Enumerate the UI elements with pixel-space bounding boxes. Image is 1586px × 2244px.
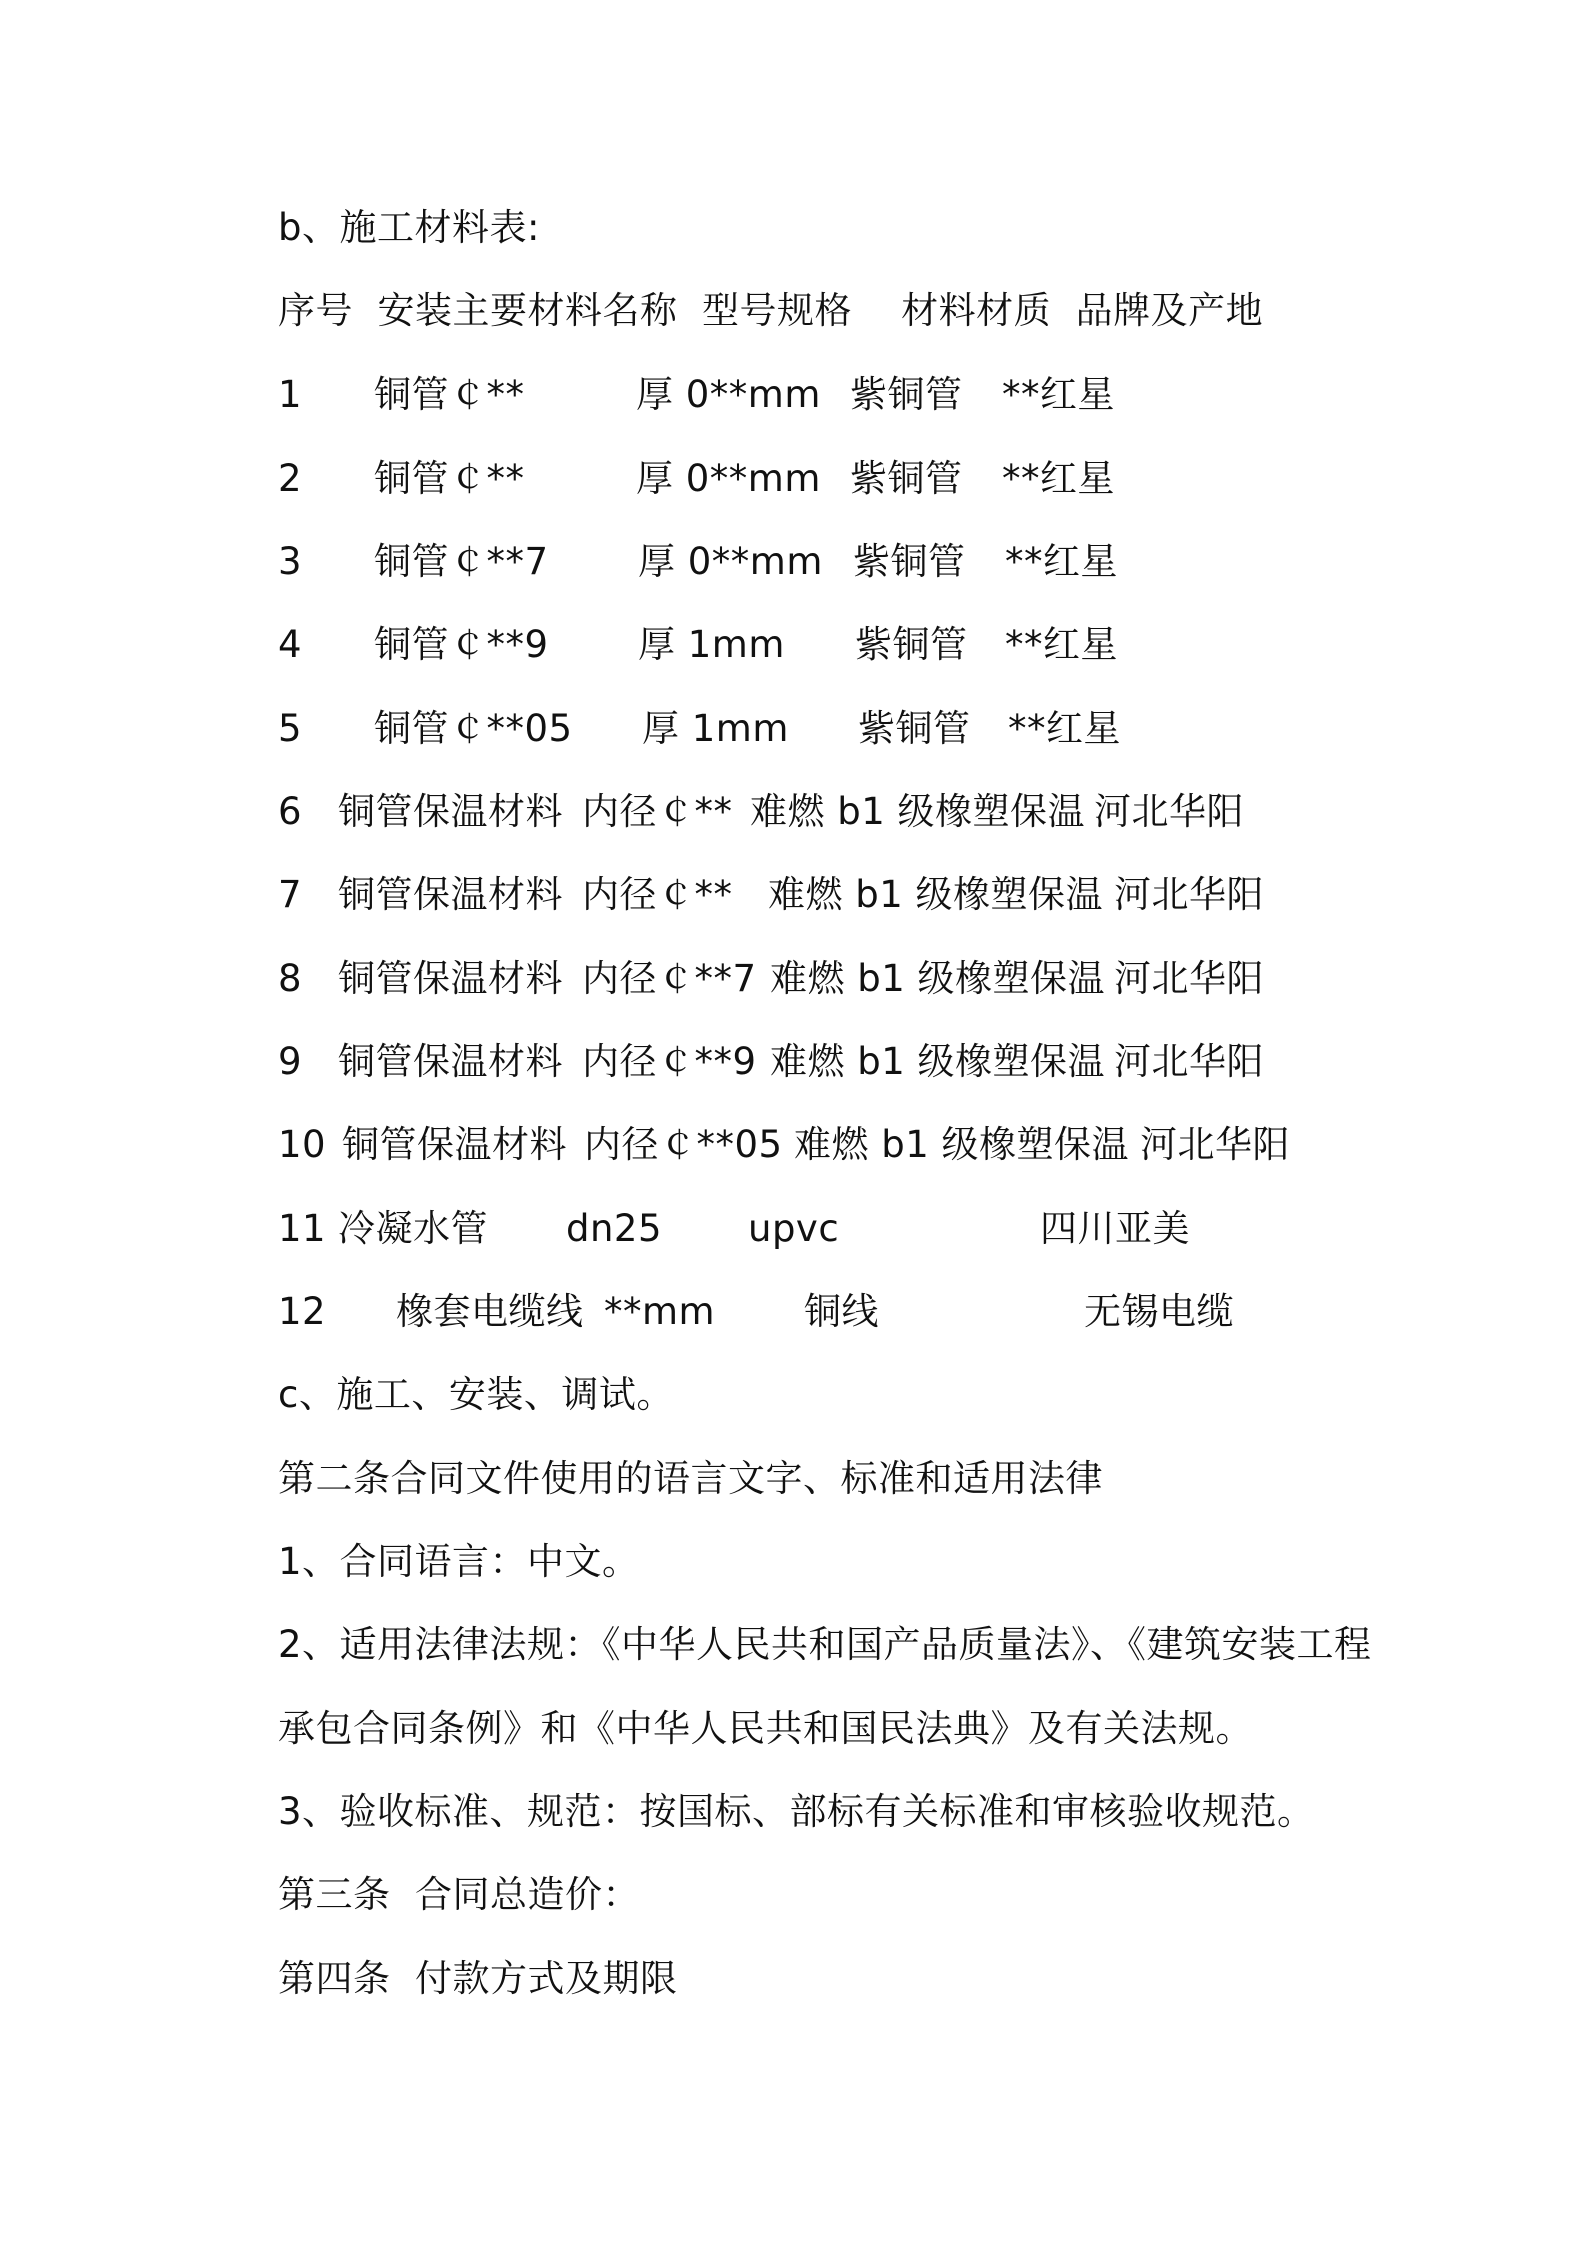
table-row bbox=[278, 870, 1264, 920]
row-material: 难燃 b1 级橡塑保温 bbox=[770, 957, 1106, 1000]
row-no: 12 bbox=[278, 1290, 327, 1333]
row-brand: **红星 bbox=[1002, 373, 1115, 416]
clause-1: 1、合同语言：中文。 bbox=[278, 1540, 640, 1583]
article-4: 第四条 付款方式及期限 bbox=[278, 1957, 678, 2000]
row-brand: 河北华阳 bbox=[1140, 1123, 1290, 1166]
row-spec: 厚 1mm bbox=[642, 707, 789, 750]
row-brand: **红星 bbox=[1002, 457, 1115, 500]
row-material: 紫铜管 bbox=[850, 457, 963, 500]
row-name: 铜管￠**7 bbox=[374, 540, 549, 583]
row-name: 铜管￠**05 bbox=[374, 707, 573, 750]
row-material: 难燃 b1 级橡塑保温 bbox=[768, 873, 1104, 916]
table-row bbox=[278, 1287, 1234, 1337]
row-brand: **红星 bbox=[1008, 707, 1121, 750]
row-brand: 河北华阳 bbox=[1114, 957, 1264, 1000]
clause-2-line-2: 承包合同条例》和《中华人民共和国民法典》及有关法规。 bbox=[278, 1707, 1253, 1750]
row-material: 难燃 b1 级橡塑保温 bbox=[770, 1040, 1106, 1083]
row-spec: 内径￠** bbox=[582, 790, 733, 833]
row-spec: 厚 0**mm bbox=[636, 373, 821, 416]
row-no: 3 bbox=[278, 540, 303, 583]
row-no: 10 bbox=[278, 1123, 327, 1166]
table-row bbox=[278, 704, 1121, 754]
clause-2-line-1: 2、适用法律法规：《中华人民共和国产品质量法》、《建筑安装工程 bbox=[278, 1623, 1372, 1666]
row-name: 铜管￠**9 bbox=[374, 623, 549, 666]
row-no: 5 bbox=[278, 707, 303, 750]
row-spec: 厚 1mm bbox=[638, 623, 785, 666]
section-b-title: b、施工材料表: bbox=[278, 206, 540, 249]
row-brand: 河北华阳 bbox=[1114, 1040, 1264, 1083]
row-name: 铜管保温材料 bbox=[338, 957, 563, 1000]
row-no: 8 bbox=[278, 957, 303, 1000]
table-row bbox=[278, 954, 1264, 1004]
row-no: 9 bbox=[278, 1040, 303, 1083]
table-header: 序号 安装主要材料名称 型号规格 材料材质 品牌及产地 bbox=[278, 289, 1264, 332]
row-material: 紫铜管 bbox=[858, 707, 971, 750]
row-material: 铜线 bbox=[804, 1290, 879, 1333]
table-row bbox=[278, 1204, 1190, 1254]
row-no: 2 bbox=[278, 457, 303, 500]
section-c: c、施工、安装、调试。 bbox=[278, 1373, 674, 1416]
row-name: 铜管保温材料 bbox=[338, 873, 563, 916]
clause-3: 3、验收标准、规范：按国标、部标有关标准和审核验收规范。 bbox=[278, 1790, 1315, 1833]
row-spec: 内径￠** bbox=[582, 873, 733, 916]
row-no: 1 bbox=[278, 373, 303, 416]
row-spec: dn25 bbox=[566, 1207, 663, 1250]
article-2-title: 第二条合同文件使用的语言文字、标准和适用法律 bbox=[278, 1457, 1103, 1500]
row-material: upvc bbox=[748, 1207, 840, 1250]
row-no: 4 bbox=[278, 623, 303, 666]
row-spec: 内径￠**9 bbox=[582, 1040, 757, 1083]
table-row bbox=[278, 787, 1244, 837]
row-name: 铜管保温材料 bbox=[342, 1123, 567, 1166]
row-brand: 四川亚美 bbox=[1040, 1207, 1190, 1250]
row-material: 紫铜管 bbox=[853, 540, 966, 583]
row-name: 铜管￠** bbox=[374, 457, 525, 500]
table-row bbox=[278, 620, 1118, 670]
row-material: 难燃 b1 级橡塑保温 bbox=[750, 790, 1086, 833]
row-brand: 河北华阳 bbox=[1114, 873, 1264, 916]
row-brand: 河北华阳 bbox=[1094, 790, 1244, 833]
row-spec: 厚 0**mm bbox=[638, 540, 823, 583]
row-spec: 内径￠**7 bbox=[582, 957, 757, 1000]
row-name: 冷凝水管 bbox=[338, 1207, 488, 1250]
row-name: 铜管保温材料 bbox=[338, 1040, 563, 1083]
row-material: 紫铜管 bbox=[855, 623, 968, 666]
row-material: 紫铜管 bbox=[850, 373, 963, 416]
table-row bbox=[278, 1120, 1290, 1170]
row-material: 难燃 b1 级橡塑保温 bbox=[794, 1123, 1130, 1166]
row-brand: **红星 bbox=[1005, 540, 1118, 583]
row-name: 橡套电缆线 bbox=[396, 1290, 584, 1333]
row-brand: **红星 bbox=[1005, 623, 1118, 666]
table-row bbox=[278, 1037, 1264, 1087]
table-row bbox=[278, 454, 1115, 504]
row-name: 铜管保温材料 bbox=[338, 790, 563, 833]
row-brand: 无锡电缆 bbox=[1084, 1290, 1234, 1333]
row-spec: **mm bbox=[604, 1290, 716, 1333]
row-spec: 内径￠**05 bbox=[584, 1123, 783, 1166]
row-name: 铜管￠** bbox=[374, 373, 525, 416]
row-no: 11 bbox=[278, 1207, 327, 1250]
table-row bbox=[278, 537, 1118, 587]
row-spec: 厚 0**mm bbox=[636, 457, 821, 500]
table-row bbox=[278, 370, 1115, 420]
row-no: 6 bbox=[278, 790, 303, 833]
row-no: 7 bbox=[278, 873, 303, 916]
article-3: 第三条 合同总造价： bbox=[278, 1873, 641, 1916]
